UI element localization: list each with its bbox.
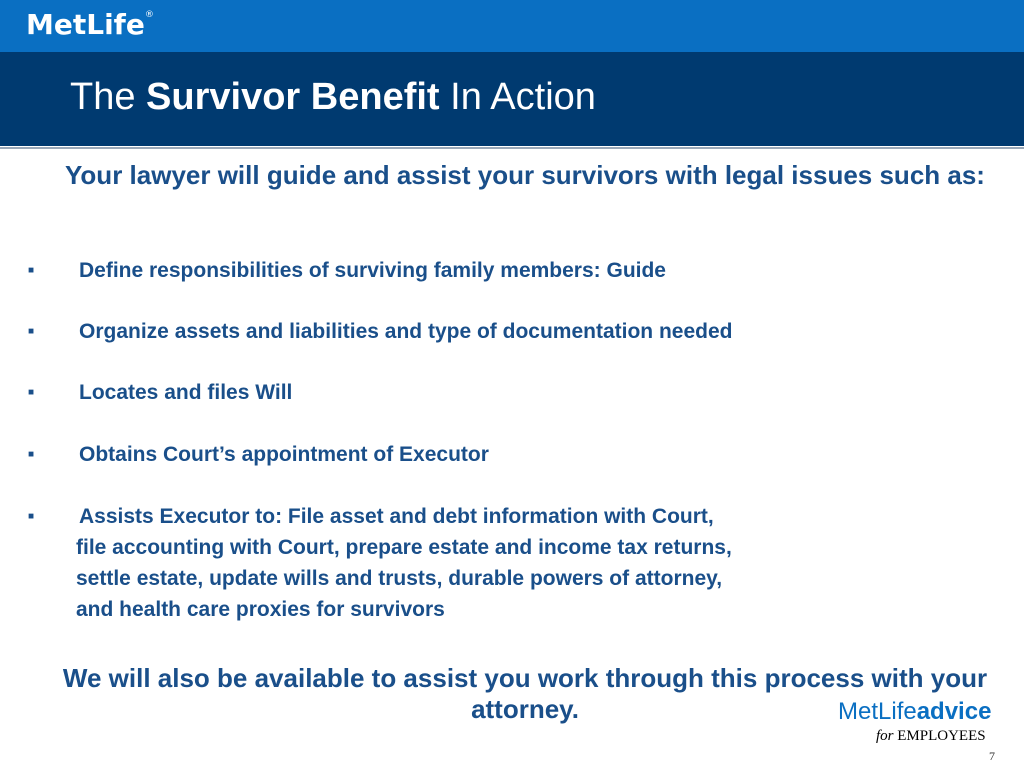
list-item-text: Assists Executor to: File asset and debt information with Court,	[79, 505, 714, 528]
intro-text: Your lawyer will guide and assist your survivors with legal issues such as:	[65, 160, 985, 190]
metlife-advice-logo: MetLifeadvice	[838, 698, 992, 725]
list-item-text: Organize assets and liabilities and type of documentation needed	[79, 320, 733, 343]
logo-bar	[0, 0, 1024, 52]
list-item-continuation: file accounting with Court, prepare estate and income tax returns,	[76, 536, 732, 559]
list-item-text: Obtains Court’s appointment of Executor	[79, 443, 489, 466]
page-number: 7	[989, 749, 995, 763]
list-item-text: Locates and files Will	[79, 381, 293, 404]
square-bullet-icon: ■	[28, 265, 35, 276]
list-item-continuation: and health care proxies for survivors	[76, 598, 445, 621]
closing-text: We will also be available to assist you work through this process with your attorney.	[62, 663, 988, 724]
title-bar	[0, 52, 1024, 146]
list-item-continuation: settle estate, update wills and trusts, durable powers of attorney,	[76, 567, 723, 590]
divider	[0, 147, 1024, 149]
square-bullet-icon: ■	[28, 449, 35, 460]
metlife-logo: MetLife®	[26, 8, 154, 41]
square-bullet-icon: ■	[28, 511, 35, 522]
square-bullet-icon: ■	[28, 326, 35, 337]
list-item-text: Define responsibilities of surviving family members: Guide	[79, 259, 666, 282]
slide-title: The Survivor Benefit In Action	[70, 76, 596, 118]
for-employees-tagline: for EMPLOYEES	[876, 728, 986, 744]
square-bullet-icon: ■	[28, 387, 35, 398]
